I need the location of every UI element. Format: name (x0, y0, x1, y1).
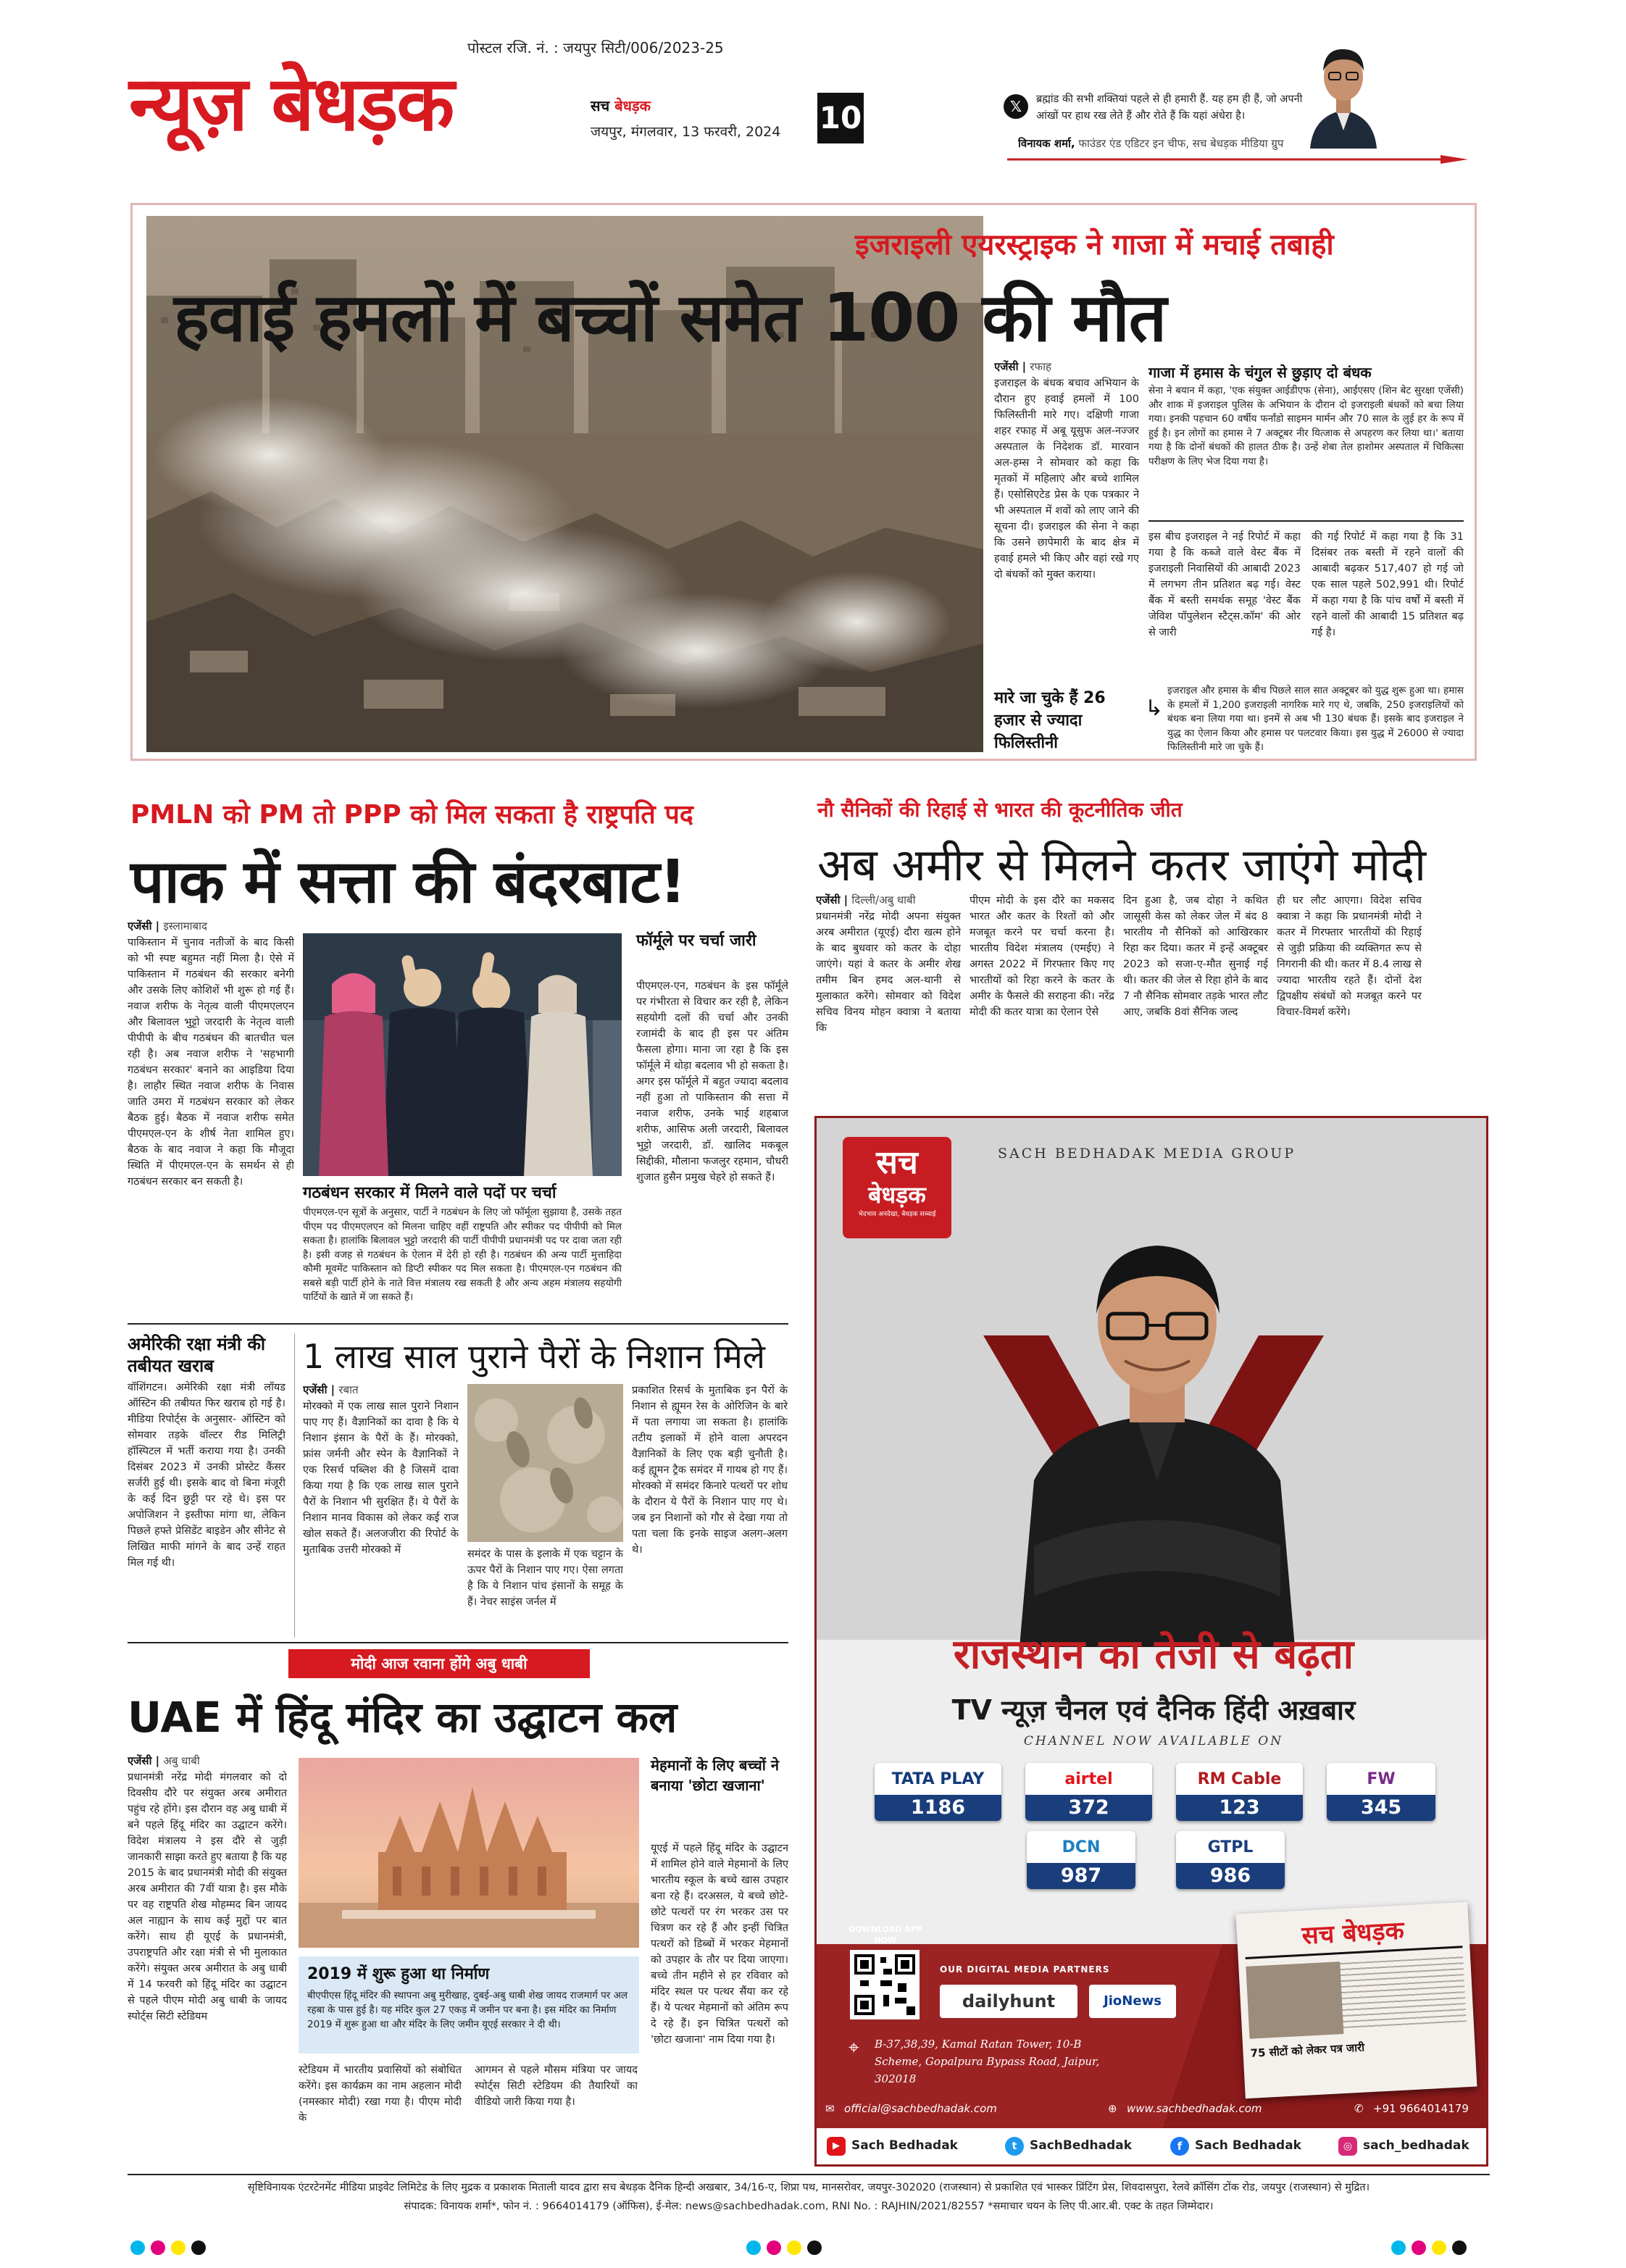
footprints-col-2-text: समंदर के पास के इलाके में एक चट्टान के ऊपर पैरों के निशान पाए गए। ऐसा लगता है कि ये निशान पांच इंसानों के समूह के हैं। नेचर साइंस जर्नल में (467, 1548, 623, 1608)
newspaper-logo: न्यूज़ बेधड़क (129, 59, 454, 148)
qatar-agency: एजेंसी (816, 893, 841, 906)
lead-col-1-text: इजराइल के बंधक बचाव अभियान के दौरान हुए हवाई हमलों में 100 फिलिस्तीनी मारे गए। दक्षिणी गाजा शहर रफाह में अबू यूसुफ अल-नज्जर अस्पताल के निदेशक डॉ. मारवान अल-हम्स ने सोमवार को कहा कि मृतकों में महिलाएं और बच्चे शामिल हैं। एसोसिएटेड प्रेस के एक पत्रकार ने भी अस्पताल में शवों को लाए जाने की सूचना दी। इजराइल की सेना ने कहा कि उसने छापेमारी के बाद क्षेत्र में हवाई हमले भी किए और वहां रखे गए दो बंधकों को मुक्त कराया। (994, 378, 1139, 580)
channel-gtpl (1176, 1831, 1285, 1889)
gtpl-logo: GTPL (1207, 1838, 1254, 1856)
registration-marks-left (130, 2240, 212, 2258)
rmcable-number: 123 (1176, 1795, 1303, 1821)
yellow-dot (787, 2240, 801, 2255)
pak-place: इस्लामाबाद (163, 920, 207, 933)
uae-info-head: 2019 में शुरू हुआ था निर्माण (307, 1965, 490, 1983)
ad-address: B-37,38,39, Kamal Ratan Tower, 10-B Scheme, Gopalpura Bypass Road, Jaipur, 302018 (875, 2038, 1100, 2085)
lead-place: रफाह (1030, 360, 1051, 373)
quote-author-role: फाउंडर एंड एडिटर इन चीफ, सच बेधड़क मीडिया ग्रुप (1078, 137, 1284, 150)
black-dot (1452, 2240, 1467, 2255)
uae-col-1-text: प्रधानमंत्री नरेंद्र मोदी मंगलवार को दो दिवसीय दौरे पर संयुक्त अरब अमीरात पहुंच रहे होंगे। इस दौरान वह अबु धाबी में बने पहले हिंदू मंदिर का उद्घाटन करेंगे। विदेश मंत्रालय ने इस दौरे से जुड़ी जानकारी साझा करते हुए बताया है कि यह 2015 के बाद प्रधानमंत्री मोदी की संयुक्त अरब अमीरात की 7वीं यात्रा है। इस मौके पर वह राष्ट्रपति शेख मोहम्मद बिन जायद अल नाह्यान के साथ कई मुद्दों पर बात करेंगे। साथ ही यूएई के प्रधानमंत्री, उपराष्ट्रपति और रक्षा मंत्री से भी मुलाकात करेंगे। संयुक्त अरब अमीरात के अबु धाबी में 14 फरवरी को हिंदू मंदिर का उद्घाटन से पहले पीएम मोदी अबु धाबी के जायद स्पोर्ट्स सिटी स्टेडियम (128, 1772, 287, 2022)
qatar-col-2-text: पीएम मोदी के इस दौरे का मकसद भारत और कतर के रिश्तों को और मजबूत करने पर चर्चा करना है। भारतीय विदेश मंत्रालय (एमईए) ने अगस्त 2022 में गिरफ्तार किए गए भारतीयों को रिहा करने के कतर के अमीर के फैसले की सराहना की। नरेंद्र मोदी की कतर यात्रा का ऐलान ऐसे (970, 895, 1114, 1018)
cyan-dot (746, 2240, 761, 2255)
lead-col-3-text: की गई रिपोर्ट में कहा गया है कि 31 दिसंबर तक बस्ती में रहने वालों की आबादी बढ़कर 517,407 हो गई जो एक साल पहले 502,991 थी। रिपोर्ट में कहा गया है कि पांच वर्षों में बस्ती में रहने वालों की आबादी 15 प्रतिशत बढ़ गई है। (1312, 531, 1464, 638)
registration-marks-center (746, 2240, 827, 2258)
qatar-col-3-text: दिन हुआ है, जब दोहा ने कथित जासूसी केस को लेकर जेल में बंद 8 भारतीय नौ सैनिकों को आखिरकार रिहा कर दिया। कतर में इन्हें अक्टूबर 2023 को सजा-ए-मौत सुनाई गई थी। कतर की जेल से रिहा होने के बाद 7 नौ सैनिक सोमवार तड़के भारत लौट आए, जबकि 8वां सैनिक जल्द (1123, 895, 1268, 1018)
ad-logo-tagline: भेदभाव अनदेखा, बेधड़क सच्चाई (858, 1211, 936, 1218)
brand-small-word-2: बेधड़क (614, 97, 651, 114)
tataplay-logo: TATA PLAY (891, 1769, 985, 1788)
airtel-number: 372 (1025, 1795, 1152, 1821)
uae-info-box (299, 1956, 639, 2054)
location-pin-icon: ⌖ (849, 2037, 859, 2059)
footprints-col-1-text: मोरक्को में एक लाख साल पुराने निशान पाए गए हैं। वैज्ञानिकों का दावा है कि ये निशान इंसान के पैरों के हैं। मोरक्को, फ्रांस जर्मनी और स्पेन के वैज्ञानिकों ने एक रिसर्च पब्लिश की है जिसमें दावा किया गया है कि एक लाख साल पुराने पैरों के निशान भी सुरक्षित हैं। ये पैरों के निशान मानव विकास को लेकर कई राज खोल सकते हैं। अलजजीरा की रिपोर्ट के मुताबिक उत्तरी मोरक्को में (303, 1401, 459, 1556)
footprints-headline: 1 लाख साल पुराने पैरों के निशान मिले (303, 1337, 765, 1376)
ad-logo (843, 1137, 951, 1238)
pak-side-subhead: फॉर्मूले पर चर्चा जारी (636, 932, 756, 950)
qatar-place: दिल्ली/अबु धाबी (851, 893, 916, 906)
ad-social-bar (817, 2128, 1488, 2164)
x-logo-icon: 𝕏 (1004, 94, 1028, 119)
web-icon: ⊕ (1108, 2102, 1117, 2115)
email-icon: ✉ (825, 2102, 835, 2115)
us-text: वॉशिंगटन। अमेरिकी रक्षा मंत्री लॉयड ऑस्टिन की तबीयत फिर खराब हो गई है। मीडिया रिपोर्ट्स के अनुसार- ऑस्टिन को सोमवार तड़के वॉल्टर रीड मिलिट्री हॉस्पिटल में भर्ती कराया गया है। उनकी दिसंबर 2023 में उनकी प्रोस्टेट कैंसर सर्जरी हुई थी। इसके बाद वो बिना मंजूरी के कई दिन छुट्टी पर रहे थे। इस पर अपोजिशन ने इस्तीफा मांगा था, लेकिन पिछले हफ्ते प्रेसिडेंट बाइडेन और सीनेट से लिखित माफी मांगने के बाद उन्हें राहत मिल गई थी। (128, 1382, 285, 1569)
yellow-dot (171, 2240, 185, 2255)
lead-kicker: इजराइली एयरस्ट्राइक ने गाजा में मचाई तबाही (855, 228, 1334, 262)
postal-registration: पोस्टल रजि. नं. : जयपुर सिटी/006/2023-25 (467, 39, 724, 57)
ad-paper-story: 75 सीटों को लेकर पत्र जारी (1250, 2040, 1365, 2060)
footer-rule (128, 2174, 1490, 2175)
footer-editor-line: संपादक: विनायक शर्मा*, फोन नं. : 9664014179 (ऑफिस), ई-मेल: news@sachbedhadak.com, RNI No. : RAJHIN/2021/82557 *समाचार चयन के लिए पी.आर.बी. एक्ट के तहत जिम्मेदार। (404, 2201, 1214, 2212)
qatar-headline: अब अमीर से मिलने कतर जाएंगे मोदी (817, 838, 1427, 891)
lead-headline: हवाई हमलों में बच्चों समेत 100 की मौत (174, 279, 1167, 357)
quote-attribution (1018, 136, 1322, 151)
magenta-dot (151, 2240, 165, 2255)
pak-bottom-rule (128, 1323, 788, 1325)
editor-photo (1304, 29, 1383, 149)
uae-agency: एजेंसी (128, 1754, 152, 1767)
ad-group-name: SACH BEDHADAK MEDIA GROUP (998, 1146, 1296, 1162)
social-youtube[interactable]: Sach Bedhadak (851, 2138, 958, 2153)
tataplay-number: 1186 (875, 1795, 1001, 1821)
brand-small (591, 96, 651, 115)
uae-col-1: एजेंसी | अबु धाबी प्रधानमंत्री नरेंद्र मोदी मंगलवार को दो दिवसीय दौरे पर संयुक्त अरब अमीरात पहुंच रहे होंगे। इस दौरान वह अबु धाबी में बने पहले हिंदू मंदिर का उद्घाटन करेंगे। विदेश मंत्रालय ने इस दौरे से जुड़ी जानकारी साझा करते हुए बताया है कि यह 2015 के बाद प्रधानमंत्री मोदी की संयुक्त अरब अमीरात की 7वीं यात्रा है। इस मौके पर वह राष्ट्रपति शेख मोहम्मद बिन जायद अल नाह्यान के साथ कई मुद्दों पर बात करेंगे। साथ ही यूएई के प्रधानमंत्री, उपराष्ट्रपति और रक्षा मंत्री से भी मुलाकात करेंगे। संयुक्त अरब अमीरात के अबु धाबी में 14 फरवरी को हिंदू मंदिर का उद्घाटन से पहले पीएम मोदी अबु धाबी के जायद स्पोर्ट्स सिटी स्टेडियम (128, 1754, 287, 2159)
war-summary-text: इजराइल और हमास के बीच पिछले साल सात अक्टूबर को युद्ध शुरू हुआ था। हमास के हमलों में 1,200 इजराइली नागरिक मारे गए थे, जबकि, 250 इजराइलियों को बंधक बना लिया गया था। इनमें से अब भी 130 बंधक हैं। इसके बाद इजराइल ने युद्ध का ऐलान किया और हमास पर पलटवार किया। इस युद्ध में 26000 से ज्यादा फिलिस्तीनी मारे जा चुके हैं। (1167, 685, 1464, 753)
jionews-logo: JioNews (1089, 1985, 1176, 2018)
channel-dcn (1027, 1831, 1135, 1889)
pak-agency: एजेंसी (128, 920, 152, 933)
lead-divider (1148, 520, 1464, 522)
twitter-icon: t (1005, 2137, 1024, 2156)
uae-bottom-col-2: आगमन से पहले मौसम मंत्रिया पर जायद स्पोर्ट्स सिटी स्टेडियम की तैयारियों का वीडियो जारी किया गया है। (475, 2064, 638, 2108)
footprints-col-1: एजेंसी | रबात मोरक्को में एक लाख साल पुराने निशान पाए गए हैं। वैज्ञानिकों का दावा है कि ये निशान इंसान के पैरों के हैं। मोरक्को, फ्रांस जर्मनी और स्पेन के वैज्ञानिकों ने एक रिसर्च पब्लिश की है जिसमें दावा किया गया है कि एक लाख साल पुराने पैरों के निशान भी सुरक्षित हैं। ये पैरों के निशान मानव विकास को लेकर कई राज खोल सकते हैं। अलजजीरा की रिपोर्ट के मुताबिक उत्तरी मोरक्को में (303, 1383, 459, 1638)
qatar-col-1-text: प्रधानमंत्री नरेंद्र मोदी अपना संयुक्त अरब अमीरात (यूएई) दौरा खत्म होने के बाद बुधवार को कतर के दोहा जाएंगे। यहां वे कतर के अमीर शेख तमीम बिन हमद अल-थानी से मुलाकात करेंगे। सोमवार को विदेश सचिव विनय मोहन क्वात्रा ने बताया कि (816, 911, 961, 1034)
ad-headline-2: TV न्यूज़ चैनल एवं दैनिक हिंदी अख़बार (951, 1694, 1356, 1726)
channel-tataplay (875, 1763, 1001, 1821)
pak-side-text: पीएमएल-एन, गठबंधन के इस फॉर्मूले पर गंभीरता से विचार कर रही है, लेकिन सहयोगी दलों की चर्चा और उनकी रजामंदी के बाद ही इस पर अंतिम फैसला होगा। माना जा रहा है कि इस फॉर्मूले में थोड़ा बदलाव भी हो सकता है। अगर इस फॉर्मूले में बहुत ज्यादा बदलाव नहीं हुआ तो पाकिस्तान की सत्ता में नवाज शरीफ, उनके भाई शहबाज शरीफ, आसिफ अली जरदारी, बिलावल भुट्टो जरदारी, डॉ. खालिद मकबूल सिद्दीकी, मौलाना फजलुर रहमान, चौधरी शुजात हुसैन प्रमुख चेहरे हो सकते हैं। (636, 980, 788, 1183)
pen-nib-decoration (1007, 154, 1471, 164)
ad-website[interactable]: www.sachbedhadak.com (1127, 2102, 1262, 2115)
dcn-logo: DCN (1062, 1838, 1101, 1856)
death-toll-box: मारे जा चुके हैं 26 हजार से ज्यादा फिलिस्तीनी (994, 689, 1106, 752)
lead-col-1: एजेंसी | रफाह इजराइल के बंधक बचाव अभियान के दौरान हुए हवाई हमलों में 100 फिलिस्तीनी मारे गए। दक्षिणी गाजा शहर रफाह में अबू यूसुफ अल-नज्जर अस्पताल के निदेशक डॉ. मारवान अल-हम्स ने सोमवार को कहा कि मृतकों में महिलाएं और बच्चे शामिल हैं। एसोसिएटेड प्रेस के एक पत्रकार ने भी अस्पताल में शवों को लाए जाने की सूचना दी। इजराइल की सेना ने कहा कि उसने छापेमारी के बाद क्षेत्र में हवाई हमले भी किए और वहां रखे गए दो बंधकों को मुक्त कराया। (994, 359, 1139, 693)
channel-fw (1327, 1763, 1435, 1821)
instagram-icon: ◎ (1338, 2137, 1357, 2156)
footprints-agency: एजेंसी (303, 1383, 328, 1396)
ad-logo-word-2: बेधड़क (868, 1181, 926, 1209)
hostages-text: सेना ने बयान में कहा, 'एक संयुक्त आईडीएफ (सेना), आईएसए (शिन बेट सुरक्षा एजेंसी) और शाक में इजराइल पुलिस के अभियान के दौरान दो इजराइली बंधकों को बचा लिया गया। इनकी पहचान 60 वर्षीय फर्नांडो साइमन मार्मन और 70 साल के लुई हर के रूप में हुई है। इन लोगों का हमास ने 7 अक्टूबर नीर यित्जाक से अपहरण कर लिया था।' बताया गया है कि दोनों बंधकों की हालत ठीक है। उन्हें शेबा तेल हाशोमर अस्पताल में चिकित्सा परीक्षण के लिए भेज दिया गया है। (1148, 385, 1464, 467)
fw-logo: FW (1367, 1769, 1396, 1788)
channel-rmcable (1176, 1763, 1303, 1821)
yellow-dot (1432, 2240, 1446, 2255)
ad-anchor-figure (1005, 1205, 1309, 1647)
ad-newspaper-image (1236, 1902, 1477, 2098)
uae-info-text: बीएपीएस हिंदू मंदिर की स्थापना अबु मुरीखाह, दुबई-अबु धाबी शेख जायद राजमार्ग पर अल रहबा के पास हुई है। यह मंदिर कुल 27 एकड़ में जमीन पर बना है। इस मंदिर का निर्माण 2019 में शुरू हुआ था और मंदिर के लिए जमीन यूएई सरकार ने दी थी। (307, 1990, 628, 2030)
uae-headline: UAE में हिंदू मंदिर का उद्घाटन कल (128, 1693, 678, 1742)
ad-channel-label: CHANNEL NOW AVAILABLE ON (1023, 1734, 1284, 1748)
ad-phone: +91 9664014179 (1373, 2102, 1469, 2115)
pak-col-1: एजेंसी | इस्लामाबाद पाकिस्तान में चुनाव नतीजों के बाद किसी को भी स्पष्ट बहुमत नहीं मिला है। ऐसे में पाकिस्तान में गठबंधन की सरकार बनेगी और उसके लिए कोशिशें भी शुरू हो गई हैं। नवाज शरीफ के नेतृत्व वाली पीएमएलएन और बिलावल भुट्टो जरदारी के नेतृत्व वाली पीपीपी के बीच गठबंधन की बातचीत चल रही है। अब नवाज शरीफ ने 'सहभागी गठबंधन सरकार' बनाने का आइडिया दिया है। लाहौर स्थित नवाज शरीफ के निवास जाति उमरा में गठबंधन सरकार को लेकर बैठक हुई। बैठक में नवाज शरीफ समेत पीएमएल-एन के शीर्ष नेता शामिल हुए। बैठक के बाद नवाज ने कहा कि मौजूदा स्थिति में पीएमएल-एन के समर्थन से ही गठबंधन सरकार बन सकती है। (128, 919, 294, 1317)
pak-kicker: PMLN को PM तो PPP को मिल सकता है राष्ट्रपति पद (130, 800, 693, 830)
qatar-col-1: एजेंसी | दिल्ली/अबु धाबी प्रधानमंत्री नरेंद्र मोदी अपना संयुक्त अरब अमीरात (यूएई) दौरा खत्म होने के बाद बुधवार को कतर के दोहा जाएंगे। यहां वे कतर के अमीर शेख तमीम बिन हमद अल-थानी से मुलाकात करेंगे। सोमवार को विदेश सचिव विनय मोहन क्वात्रा ने बताया कि (816, 893, 961, 1088)
ad-paper-title: सच बेधड़क (1301, 1916, 1405, 1951)
page-number: 10 (817, 93, 864, 143)
footer-imprint: सृष्टिविनायक एंटरटेनमेंट मीडिया प्राइवेट लिमिटेड के लिए मुद्रक व प्रकाशक मिताली यादव द्वारा सच बेधड़क दैनिक हिन्दी अखबार, 34/16-ए, शिप्रा पथ, मानसरोवर, जयपुर-302020 (राजस्थान) से प्रकाशित एवं भास्कर प्रिंटिंग प्रेस, शिवदासपुरा, रेलवे क्रॉसिंग टोंक रोड, जयपुर (राजस्थान) से मुद्रित। (247, 2182, 1370, 2193)
uae-place: अबु धाबी (163, 1754, 200, 1767)
hostages-subhead: गाजा में हमास के चंगुल से छुड़ाए दो बंधक (1148, 364, 1372, 381)
uae-kicker: मोदी आज रवाना होंगे अबु धाबी (288, 1649, 590, 1678)
fw-number: 345 (1327, 1795, 1435, 1821)
qr-code-icon (850, 1950, 920, 2019)
pak-col-1-text: पाकिस्तान में चुनाव नतीजों के बाद किसी को भी स्पष्ट बहुमत नहीं मिला है। ऐसे में पाकिस्तान में गठबंधन की सरकार बनेगी और उसके लिए कोशिशें भी शुरू हो गई हैं। नवाज शरीफ के नेतृत्व वाली पीएमएलएन और बिलावल भुट्टो जरदारी के नेतृत्व वाली पीपीपी के बीच गठबंधन की बातचीत चल रही है। अब नवाज शरीफ ने 'सहभागी गठबंधन सरकार' बनाने का आइडिया दिया है। लाहौर स्थित नवाज शरीफ के निवास जाति उमरा में गठबंधन सरकार को लेकर बैठक हुई। बैठक में नवाज शरीफ समेत पीएमएल-एन के शीर्ष नेता शामिल हुए। बैठक के बाद नवाज ने कहा कि मौजूदा स्थिति में पीएमएल-एन के समर्थन से ही गठबंधन सरकार बन सकती है। (128, 937, 294, 1188)
cyan-dot (130, 2240, 145, 2255)
pak-headline: पाक में सत्ता की बंदरबाट! (130, 848, 686, 917)
channel-airtel (1025, 1763, 1152, 1821)
black-dot (191, 2240, 206, 2255)
black-dot (807, 2240, 822, 2255)
ad-headline-1: राजस्थान का तेजी से बढ़ता (953, 1631, 1354, 1678)
dcn-number: 987 (1027, 1863, 1135, 1889)
ad-panel (814, 1116, 1488, 2167)
footprints-photo (467, 1384, 623, 1542)
uae-side-text: यूएई में पहले हिंदू मंदिर के उद्घाटन में शामिल होने वाले मेहमानों के लिए भारतीय स्कूल के बच्चे खास उपहार बना रहे हैं। दरअसल, ये बच्चे छोटे-छोटे पत्थरों पर रंग भरकर उस पर चित्रण कर रहे हैं और इन्हीं चित्रित पत्थरों को डिब्बों में भरकर मेहमानों को उपहार के तौर पर दिया जाएगा। बच्चे तीन महीने से हर रविवार को मंदिर स्थल पर पत्थर सैंया कर रहे हैं। ये पत्थर मेहमानों को अंतिम रूप दे रहे हैं। इन चित्रित पत्थरों को 'छोटा खजाना' नाम दिया गया है। (651, 1843, 788, 2046)
magenta-dot (767, 2240, 781, 2255)
social-twitter[interactable]: SachBedhadak (1030, 2138, 1133, 2153)
footprints-bottom-rule (128, 1642, 788, 1643)
social-facebook[interactable]: Sach Bedhadak (1195, 2138, 1301, 2153)
brand-small-word-1: सच (591, 97, 610, 114)
quote-author: विनायक शर्मा, (1018, 137, 1075, 150)
qatar-col-4-text: ही घर लौट आएगा। विदेश सचिव क्वात्रा ने कहा कि प्रधानमंत्री मोदी ने कतर में गिरफ्तार भारतीयों की रिहाई से जुड़ी प्रक्रिया की व्यक्तिगत रूप से निगरानी की थी। कतर में 8.4 लाख से ज्यादा भारतीय रहते हैं। दोनों देश द्विपक्षीय संबंधों को मजबूत करने पर विचार-विमर्श करेंगे। (1277, 895, 1422, 1018)
ad-download-label: DOWNLOAD APP NOW (849, 1925, 922, 1945)
footprints-col-3-text: प्रकाशित रिसर्च के मुताबिक इन पैरों के निशान से ह्यूमन रेस के ओरिजिन के बारे में पता लगाया जा सकता है। हालांकि तटीय इलाकों में होने वाला अपरदन वैज्ञानिकों के लिए एक बड़ी चुनौती है। कई ह्यूमन ट्रैक समंदर में गायब हो गए हैं। मोरक्को में समंदर किनारे पत्थरों पर शोध के दौरान ये पैरों के निशान पाए गए थे। जब इन निशानों को गौर से देखा गया तो पता चला कि इनके साइज अलग-अलग थे। (632, 1385, 788, 1556)
lead-agency: एजेंसी (994, 360, 1019, 373)
ad-logo-word-1: सच (876, 1144, 918, 1181)
uae-bottom-col-1: स्टेडियम में भारतीय प्रवासियों को संबोधित करेंगे। इस कार्यक्रम का नाम अहलान मोदी (नमस्कार मोदी) रखा गया है। पीएम मोदी के (299, 2064, 462, 2124)
gtpl-number: 986 (1176, 1863, 1285, 1889)
pak-leaders-photo (303, 933, 622, 1176)
editor-quote: ब्रह्मांड की सभी शक्तियां पहले से ही हमारी हैं. यह हम ही हैं, जो अपनी आंखों पर हाथ रख लेते हैं और रोते हैं कि यहां अंधेरा है। (1036, 93, 1303, 122)
dateline: जयपुर, मंगलवार, 13 फरवरी, 2024 (591, 124, 781, 140)
magenta-dot (1412, 2240, 1426, 2255)
ad-contact-strip (825, 2101, 1480, 2121)
us-headline: अमेरिकी रक्षा मंत्री की तबीयत खराब (128, 1334, 266, 1376)
cyan-dot (1391, 2240, 1406, 2255)
rmcable-logo: RM Cable (1197, 1769, 1282, 1788)
facebook-icon: f (1170, 2137, 1189, 2156)
uae-temple-photo (299, 1758, 639, 1948)
pak-photo-caption: गठबंधन सरकार में मिलने वाले पदों पर चर्चा (303, 1184, 556, 1202)
us-divider (294, 1333, 295, 1638)
ad-paper-image (1246, 1961, 1343, 2039)
youtube-icon: ▶ (827, 2137, 846, 2156)
war-arrow-icon: ↳ (1145, 696, 1164, 721)
pak-under-photo-text: पीएमएल-एन सूत्रों के अनुसार, पार्टी ने गठबंधन के लिए जो फॉर्मूला सुझाया है, उसके तहत पीएम पद पीएमएलएन को मिलना चाहिए वहीं राष्ट्रपति और स्पीकर पद पीपीपी को मिल सकता है। हालांकि बिलावल भुट्टो जरदारी की पार्टी पीपीपी प्रधानमंत्री पद पर दावा जता रही है। इसी वजह से गठबंधन के ऐलान में देरी हो रही है। गठबंधन की अन्य पार्टी मुत्ताहिदा कौमी मूवमेंट पाकिस्तान को डिप्टी स्पीकर पद मिल सकता है। पीएमएल-एन गठबंधन की सबसे बड़ी पार्टी होने के नाते वित्त मंत्रालय रख सकती है और अन्य अहम मंत्रालय सहयोगी पार्टियों के खाते में जा सकते हैं। (303, 1206, 622, 1303)
registration-marks-right (1391, 2240, 1472, 2258)
dailyhunt-logo: dailyhunt (940, 1985, 1077, 2018)
social-instagram[interactable]: sach_bedhadak (1363, 2138, 1469, 2153)
uae-side-head: मेहमानों के लिए बच्चों ने बनाया 'छोटा खजाना' (651, 1756, 779, 1794)
lead-col-2-text: इस बीच इजराइल ने नई रिपोर्ट में कहा गया है कि कब्जे वाले वेस्ट बैंक में इजराइली निवासियों की आबादी 2023 में लगभग तीन प्रतिशत बढ़ गई। वेस्ट बैंक में बस्ती समर्थक समूह 'वेस्ट बैंक जेविश पॉपुलेशन स्टैट्स.कॉम' की ओर से जारी (1148, 531, 1301, 638)
qatar-kicker: नौ सैनिकों की रिहाई से भारत की कूटनीतिक जीत (817, 798, 1183, 822)
ad-email[interactable]: official@sachbedhadak.com (844, 2102, 997, 2115)
footprints-place: रबात (338, 1383, 359, 1396)
phone-icon: ✆ (1354, 2102, 1364, 2115)
ad-partners-label: OUR DIGITAL MEDIA PARTNERS (940, 1964, 1110, 1975)
airtel-logo: airtel (1064, 1769, 1113, 1788)
